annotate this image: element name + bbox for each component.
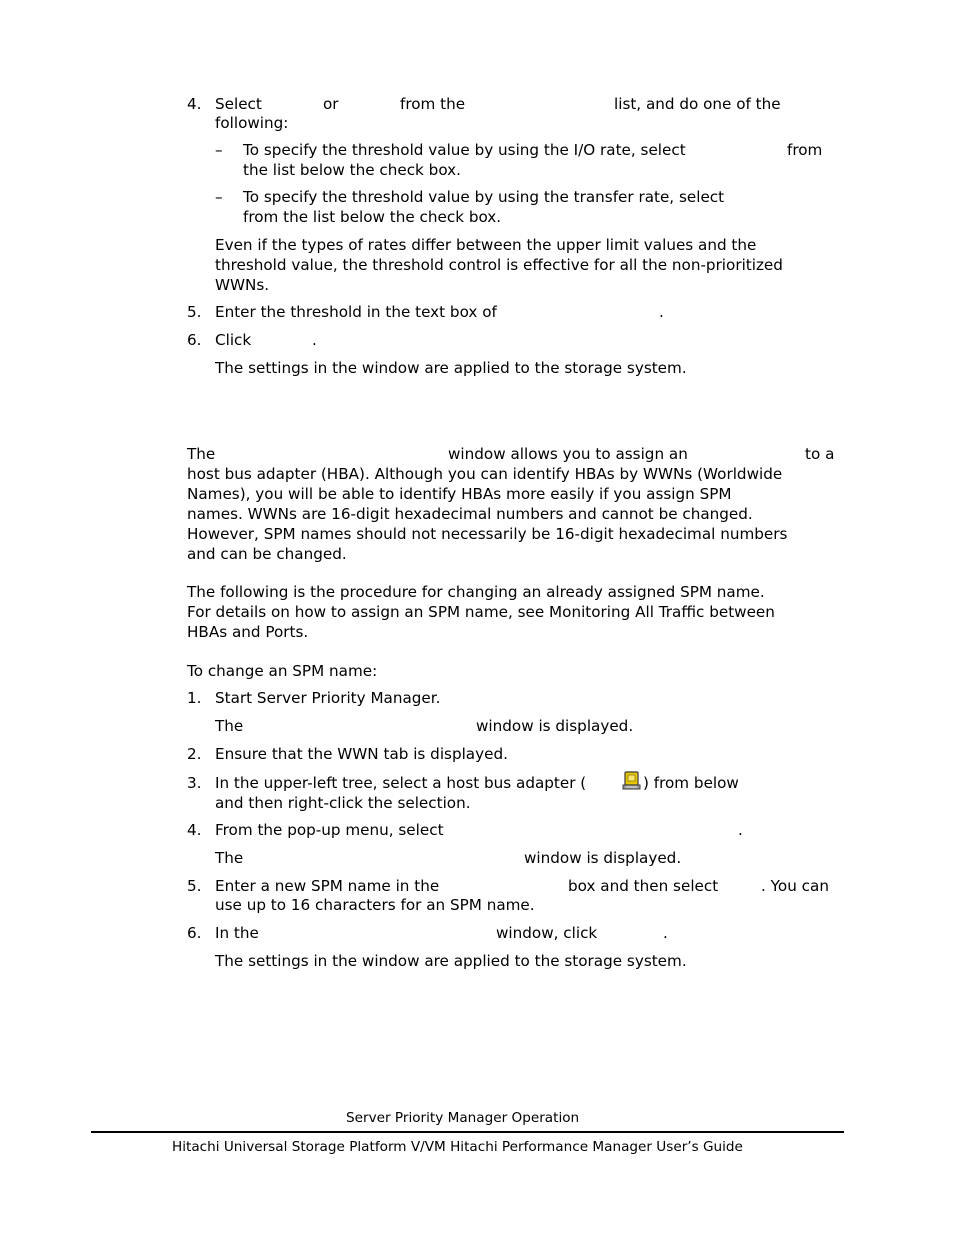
step-number: 1. <box>187 689 202 707</box>
paragraph-text: window allows you to assign an <box>448 445 688 463</box>
host-bus-adapter-icon <box>622 771 641 791</box>
step-text: . <box>312 331 317 349</box>
paragraph-text: host bus adapter (HBA). Although you can identify HBAs by WWNs (Worldwide <box>187 465 783 483</box>
step-text: . <box>659 303 664 321</box>
note-text: WWNs. <box>215 276 270 294</box>
step-text: Start Server Priority Manager. <box>215 689 441 707</box>
paragraph-text: However, SPM names should not necessarily be 16-digit hexadecimal numbers <box>187 525 788 543</box>
step-text: From the pop-up menu, select <box>215 821 444 839</box>
note-text: threshold value, the threshold control is effective for all the non-prioritized <box>215 256 783 274</box>
step-text: . <box>738 821 743 839</box>
bullet-text: from the list below the check box. <box>243 208 502 226</box>
bullet-dash: – <box>215 141 223 159</box>
step-text: Enter the threshold in the text box of <box>215 303 497 321</box>
step-result: window is displayed. <box>476 717 634 735</box>
paragraph-text: Names), you will be able to identify HBAs more easily if you assign SPM <box>187 485 732 503</box>
result-text: The settings in the window are applied to the storage system. <box>215 952 687 970</box>
footer-guide-title: Hitachi Universal Storage Platform V/VM Hitachi Performance Manager User’s Guide <box>172 1139 743 1155</box>
step-text: Select <box>215 95 262 113</box>
paragraph-text: The following is the procedure for changing an already assigned SPM name. <box>187 583 765 601</box>
step-text: list, and do one of the <box>614 95 781 113</box>
step-text: window, click <box>496 924 598 942</box>
step-text: In the upper-left tree, select a host bus adapter ( <box>215 774 587 792</box>
step-text: Click <box>215 331 252 349</box>
step-text: ) from below <box>643 774 739 792</box>
step-text: In the <box>215 924 259 942</box>
step-result: The <box>215 849 244 867</box>
step-text: use up to 16 characters for an SPM name. <box>215 896 535 914</box>
step-number: 5. <box>187 303 202 321</box>
paragraph-text: and can be changed. <box>187 545 347 563</box>
bullet-dash: – <box>215 188 223 206</box>
step-text: box and then select <box>568 877 719 895</box>
footer-divider <box>91 1131 844 1133</box>
bullet-text: To specify the threshold value by using the I/O rate, select <box>243 141 686 159</box>
bullet-text: To specify the threshold value by using the transfer rate, select <box>243 188 725 206</box>
step-text: . <box>663 924 668 942</box>
paragraph-text: to a <box>805 445 835 463</box>
step-text: and then right-click the selection. <box>215 794 471 812</box>
step-number: 6. <box>187 924 202 942</box>
result-text: The settings in the window are applied to the storage system. <box>215 359 687 377</box>
step-text: following: <box>215 114 289 132</box>
bullet-text: from <box>787 141 823 159</box>
step-number: 3. <box>187 774 202 792</box>
step-result: The <box>215 717 244 735</box>
step-result: window is displayed. <box>524 849 682 867</box>
paragraph-text: names. WWNs are 16-digit hexadecimal numbers and cannot be changed. <box>187 505 753 523</box>
step-text: Ensure that the WWN tab is displayed. <box>215 745 508 763</box>
step-text: Enter a new SPM name in the <box>215 877 440 895</box>
paragraph-text: The <box>187 445 216 463</box>
footer-section-title: Server Priority Manager Operation <box>346 1110 580 1126</box>
step-text: from the <box>400 95 466 113</box>
step-number: 2. <box>187 745 202 763</box>
paragraph-text: HBAs and Ports. <box>187 623 309 641</box>
step-number: 4. <box>187 95 202 113</box>
step-number: 4. <box>187 821 202 839</box>
step-number: 6. <box>187 331 202 349</box>
note-text: Even if the types of rates differ between the upper limit values and the <box>215 236 757 254</box>
bullet-text: the list below the check box. <box>243 161 461 179</box>
procedure-intro: To change an SPM name: <box>187 662 378 680</box>
paragraph-text: For details on how to assign an SPM name, see Monitoring All Traffic between <box>187 603 775 621</box>
step-number: 5. <box>187 877 202 895</box>
step-text: or <box>323 95 339 113</box>
step-text: . You can <box>761 877 829 895</box>
